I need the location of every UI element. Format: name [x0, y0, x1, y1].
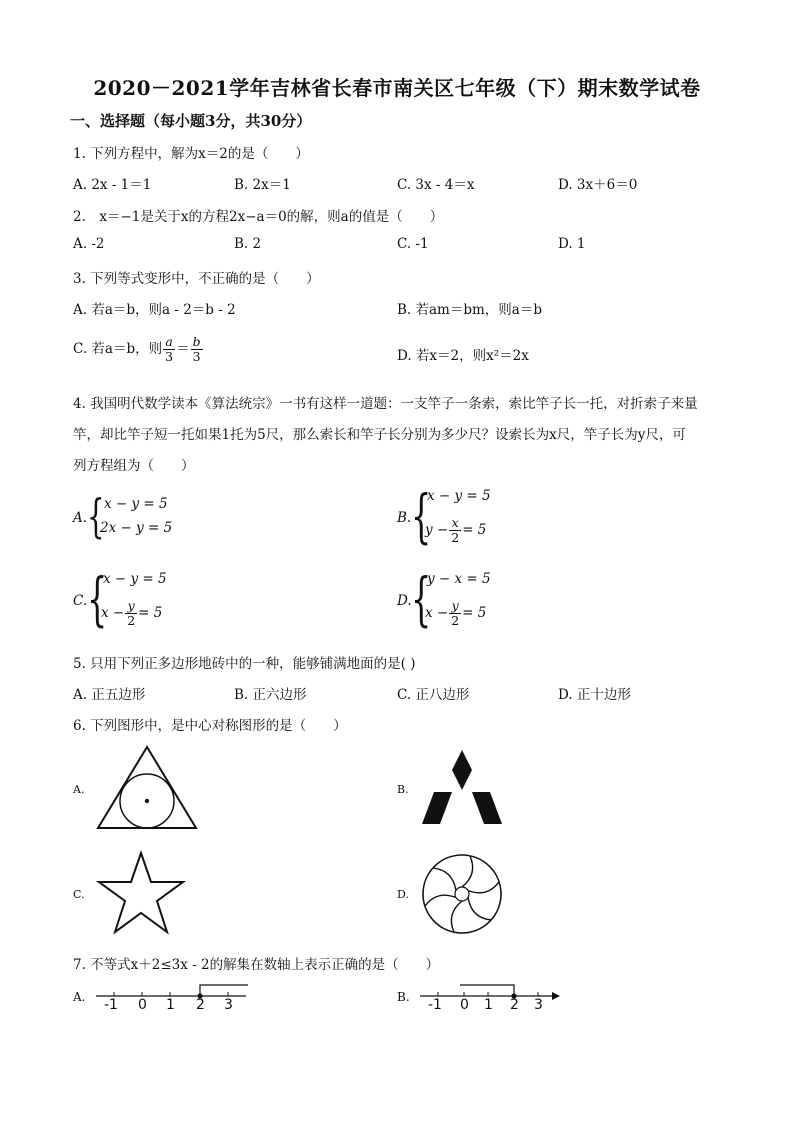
swirl-circle-figure[interactable] [420, 852, 504, 936]
option-label: D. [397, 593, 412, 609]
triangle-circle-figure[interactable] [96, 745, 198, 831]
question-6-stem: 6. 下列图形中，是中心对称图形的是（ ） [73, 718, 347, 734]
question-6-label-d: D. [397, 888, 409, 901]
brace-icon: { [87, 565, 108, 633]
tick-label: 1 [166, 997, 175, 1013]
question-7-label-a: A. [73, 990, 86, 1004]
fraction-denominator: 3 [165, 349, 174, 364]
question-4-line-1: 4. 我国明代数学读本《算法统宗》一书有这样一道题：一支竿子一条索，索比竿子长一托，对折索子来量 [73, 396, 698, 412]
question-4-option-c[interactable] [73, 567, 273, 639]
equals-sign: ＝ [176, 341, 190, 357]
question-2-option-b[interactable]: B. 2 [234, 236, 262, 252]
question-3-option-a[interactable]: A. 若a＝b，则a - 2＝b - 2 [73, 302, 236, 318]
question-6-label-c: C. [73, 888, 85, 901]
question-5-stem: 5. 只用下列正多边形地砖中的一种，能够铺满地面的是( ) [73, 656, 416, 672]
swirl-arc [462, 856, 473, 887]
tick-label: 2 [510, 997, 519, 1013]
equation-1: x − y = 5 [104, 496, 168, 512]
eq-part: = 5 [462, 522, 487, 538]
fraction-denominator: 2 [451, 613, 460, 628]
swirl-arc [451, 901, 462, 932]
question-3-option-d[interactable]: D. 若x＝2，则x²＝2x [397, 348, 529, 364]
inner-circle [455, 887, 469, 901]
question-2-option-c[interactable]: C. -1 [397, 236, 429, 252]
fraction-numerator: a [163, 335, 175, 350]
right-diamond [472, 792, 502, 824]
brace-icon: { [87, 489, 105, 543]
triangle-shape [98, 747, 196, 828]
option-label: C. [73, 593, 88, 609]
question-4-option-d[interactable] [397, 567, 597, 639]
equation-2: 2x − y = 5 [100, 520, 173, 536]
tick-label: 1 [484, 997, 493, 1013]
question-3-option-c[interactable] [73, 335, 204, 364]
option-label: A. [73, 510, 88, 526]
brace-icon: { [411, 565, 432, 633]
question-5-option-b[interactable]: B. 正六边形 [234, 687, 307, 703]
center-dot [145, 799, 149, 803]
question-5-option-c[interactable]: C. 正八边形 [397, 687, 470, 703]
question-6-label-b: B. [397, 783, 409, 796]
swirl-arc [429, 866, 461, 891]
swirl-arcs [424, 856, 500, 932]
fraction-denominator: 2 [127, 613, 136, 628]
question-7-label-b: B. [397, 990, 410, 1004]
eq-part: x − [425, 605, 449, 621]
question-5-option-a[interactable]: A. 正五边形 [73, 687, 146, 703]
eq-part: x − [101, 605, 125, 621]
option-c-prefix: C. 若a＝b，则 [73, 341, 163, 357]
swirl-arc [463, 898, 495, 923]
equation-1: y − x = 5 [427, 571, 491, 587]
star-shape [99, 853, 183, 932]
question-1-option-b[interactable]: B. 2x＝1 [234, 177, 291, 193]
question-5-option-d[interactable]: D. 正十边形 [558, 687, 631, 703]
fraction-a-over-3 [163, 335, 175, 364]
tick-label: 3 [534, 997, 543, 1013]
question-3-stem: 3. 下列等式变形中，不正确的是（ ） [73, 271, 320, 287]
fraction [125, 599, 137, 628]
question-3-option-b[interactable]: B. 若am＝bm，则a＝b [397, 302, 542, 318]
equation-2 [101, 599, 162, 628]
equation-2 [425, 599, 486, 628]
section-heading: 一、选择题（每小题3分，共30分） [70, 112, 312, 130]
fraction-numerator: y [125, 599, 137, 614]
star-figure[interactable] [97, 851, 185, 935]
tick-label: 0 [460, 997, 469, 1013]
left-diamond [422, 792, 452, 824]
top-diamond [452, 750, 472, 790]
eq-part: y − [425, 522, 449, 538]
question-6-label-a: A. [73, 783, 85, 796]
equation-1: x − y = 5 [103, 571, 167, 587]
equation-2 [425, 516, 486, 545]
question-7-stem: 7. 不等式x＋2≤3x - 2的解集在数轴上表示正确的是（ ） [73, 957, 440, 973]
solution-ray [460, 985, 514, 996]
option-label: B. [397, 510, 412, 526]
arrow-head-icon [552, 992, 560, 1000]
outer-circle [423, 855, 501, 933]
page-title: 2020－2021学年吉林省长春市南关区七年级（下）期末数学试卷 [93, 76, 701, 100]
fraction-denominator: 3 [192, 349, 201, 364]
question-1-option-c[interactable]: C. 3x - 4＝x [397, 177, 475, 193]
tick-label: 3 [224, 997, 233, 1013]
swirl-arc [424, 888, 456, 913]
fraction [449, 516, 461, 545]
fraction-numerator: b [192, 334, 201, 349]
question-1-option-d[interactable]: D. 3x＋6＝0 [558, 177, 638, 193]
question-4-line-2: 竿，却比竿子短一托如果1托为5尺，那么索长和竿子长分别为多少尺？设索长为x尺，竿子长为y尺，可 [73, 427, 686, 443]
swirl-arc [468, 875, 500, 900]
question-4-line-3: 列方程组为（ ） [73, 458, 195, 474]
fraction-numerator: x [449, 516, 461, 531]
fraction-denominator: 2 [451, 530, 460, 545]
brace-icon: { [411, 482, 432, 550]
equation-1: x − y = 5 [427, 488, 491, 504]
tick-label: 0 [138, 997, 147, 1013]
solution-ray [200, 985, 248, 996]
question-1-stem: 1. 下列方程中，解为x＝2的是（ ） [73, 146, 309, 162]
question-2-option-a[interactable]: A. -2 [73, 236, 105, 252]
tick-label: -1 [104, 997, 118, 1013]
question-2-option-d[interactable]: D. 1 [558, 236, 586, 252]
question-2-stem: 2. x＝−1是关于x的方程2x−a＝0的解，则a的值是（ ） [73, 209, 444, 225]
question-4-option-a[interactable] [73, 490, 273, 550]
question-1-option-a[interactable]: A. 2x - 1＝1 [73, 177, 152, 193]
fraction-b-over-3 [191, 335, 203, 364]
fraction-numerator: y [449, 599, 461, 614]
eq-part: = 5 [138, 605, 163, 621]
fraction [449, 599, 461, 628]
question-4-option-b[interactable] [397, 484, 597, 556]
eq-part: = 5 [462, 605, 487, 621]
tick-label: 2 [196, 997, 205, 1013]
three-diamond-figure[interactable] [422, 748, 502, 826]
tick-label: -1 [428, 997, 442, 1013]
